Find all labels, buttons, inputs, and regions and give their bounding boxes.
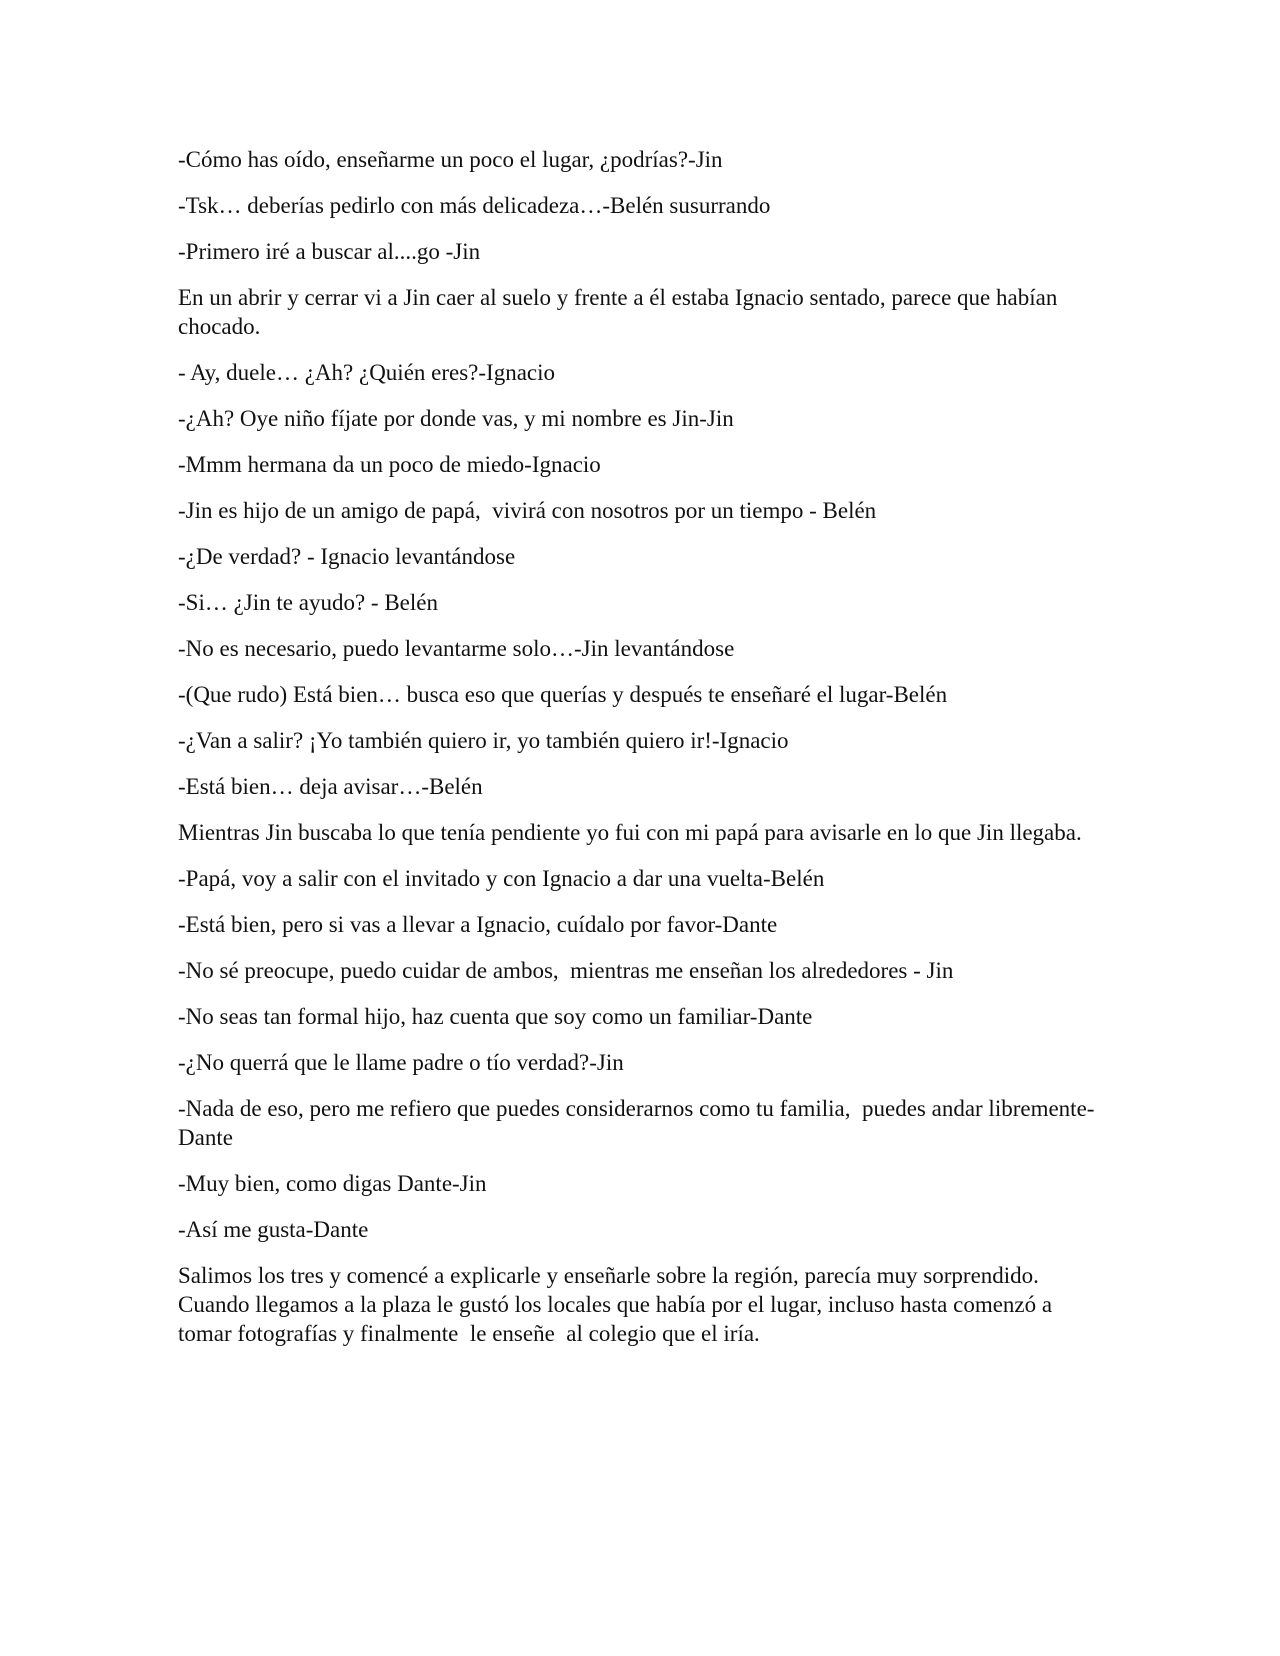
paragraph-12: -(Que rudo) Está bien… busca eso que querías y después te enseñaré el lugar-Belén xyxy=(178,682,948,707)
paragraph-7: -Mmm hermana da un poco de miedo-Ignacio xyxy=(178,452,601,477)
paragraph-15: Mientras Jin buscaba lo que tenía pendiente yo fui con mi papá para avisarle en lo que Jin llegaba. xyxy=(178,820,1082,845)
paragraph-2: -Tsk… deberías pedirlo con más delicadeza…-Belén susurrando xyxy=(178,193,771,218)
paragraph-23: -Así me gusta-Dante xyxy=(178,1217,369,1242)
paragraph-14: -Está bien… deja avisar…-Belén xyxy=(178,774,483,799)
paragraph-11: -No es necesario, puedo levantarme solo…-Jin levantándose xyxy=(178,636,735,661)
paragraph-24: Salimos los tres y comencé a explicarle y enseñarle sobre la región, parecía muy sorprendido. Cuando llegamos a la plaza le gustó los locales que había por el lugar, incluso hasta comenzó a tomar fotografías y finalmente le enseñe al colegio que el iría. xyxy=(178,1263,1058,1346)
paragraph-20: -¿No querrá que le llame padre o tío verdad?-Jin xyxy=(178,1050,624,1075)
paragraph-19: -No seas tan formal hijo, haz cuenta que soy como un familiar-Dante xyxy=(178,1004,813,1029)
document-body xyxy=(178,145,1108,1365)
paragraph-10: -Si… ¿Jin te ayudo? - Belén xyxy=(178,590,438,615)
paragraph-9: -¿De verdad? - Ignacio levantándose xyxy=(178,544,516,569)
paragraph-1: -Cómo has oído, enseñarme un poco el lugar, ¿podrías?-Jin xyxy=(178,147,723,172)
paragraph-6: -¿Ah? Oye niño fíjate por donde vas, y mi nombre es Jin-Jin xyxy=(178,406,734,431)
paragraph-22: -Muy bien, como digas Dante-Jin xyxy=(178,1171,487,1196)
paragraph-8: -Jin es hijo de un amigo de papá, vivirá con nosotros por un tiempo - Belén xyxy=(178,498,877,523)
paragraph-16: -Papá, voy a salir con el invitado y con Ignacio a dar una vuelta-Belén xyxy=(178,866,825,891)
paragraph-17: -Está bien, pero si vas a llevar a Ignacio, cuídalo por favor-Dante xyxy=(178,912,778,937)
paragraph-18: -No sé preocupe, puedo cuidar de ambos, mientras me enseñan los alrededores - Jin xyxy=(178,958,954,983)
paragraph-3: -Primero iré a buscar al....go -Jin xyxy=(178,239,481,264)
paragraph-21: -Nada de eso, pero me refiero que puedes considerarnos como tu familia, puedes andar libremente- Dante xyxy=(178,1096,1101,1150)
paragraph-13: -¿Van a salir? ¡Yo también quiero ir, yo también quiero ir!-Ignacio xyxy=(178,728,789,753)
paragraph-4: En un abrir y cerrar vi a Jin caer al suelo y frente a él estaba Ignacio sentado, parece que habían chocado. xyxy=(178,285,1064,339)
paragraph-5: - Ay, duele… ¿Ah? ¿Quién eres?-Ignacio xyxy=(178,360,556,385)
